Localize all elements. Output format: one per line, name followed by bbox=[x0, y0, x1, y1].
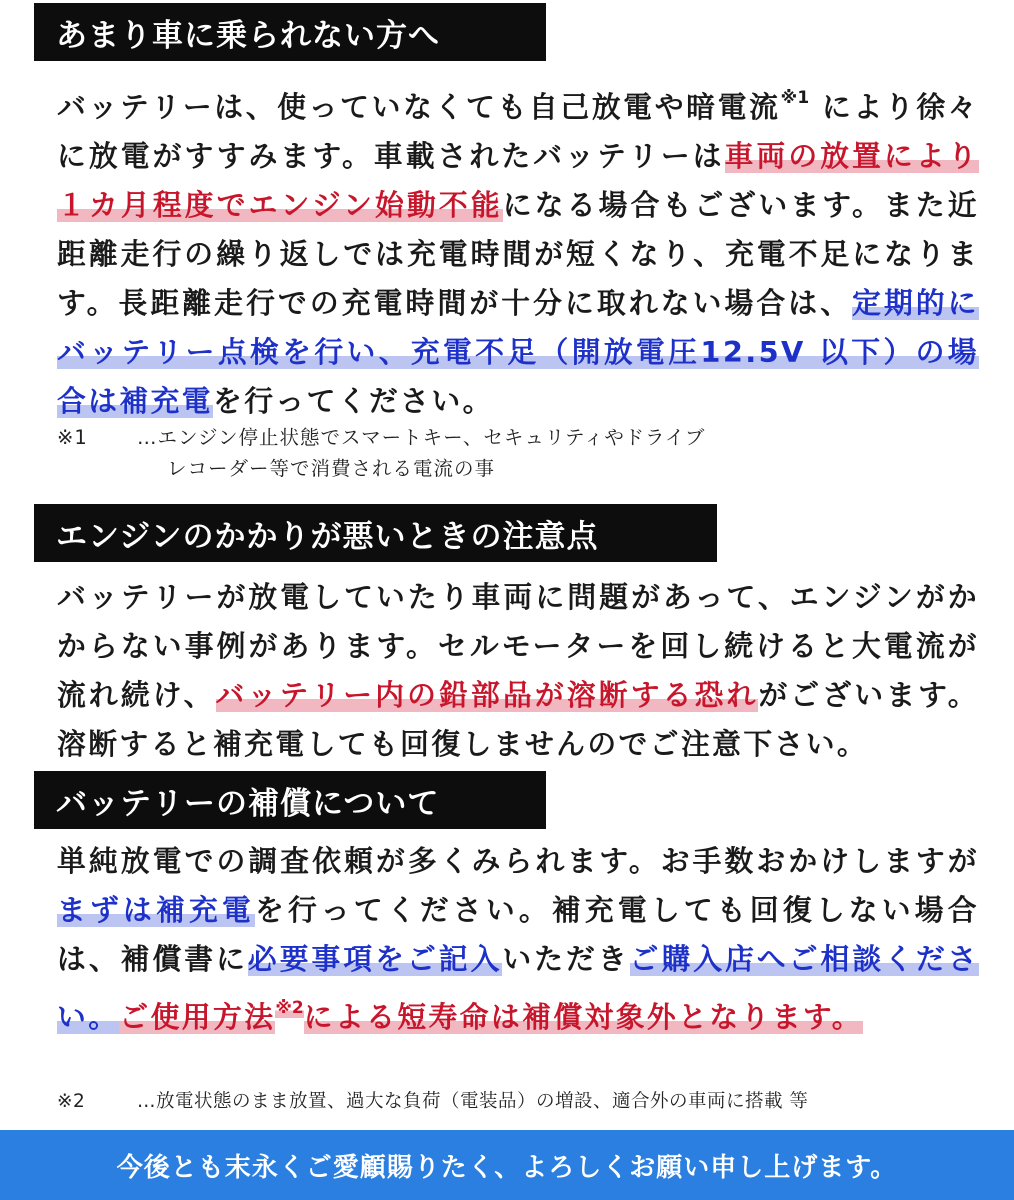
paragraph-text: がございます。溶断すると補充電しても回復しませんのでご注意下さい。 bbox=[57, 678, 979, 761]
footnote-1 bbox=[57, 422, 982, 484]
paragraph-engine-start bbox=[57, 573, 979, 769]
paragraph-text: により徐々に放電がすすみます。車載されたバッテリーは bbox=[57, 90, 979, 173]
footnote-text: …放電状態のまま放置、過大な負荷（電装品）の増設、適合外の車両に搭載 等 bbox=[137, 1091, 809, 1112]
red-highlight-text: ご使用方法 bbox=[119, 1000, 276, 1034]
paragraph-self-discharge bbox=[57, 74, 979, 426]
paragraph-text: バッテリーが放電していたり車両に問題があって、エンジンがかからない事例があります。セルモーターを回し続けると大電流が流れ続け、 bbox=[57, 580, 979, 712]
closing-message: 今後とも末永くご愛顧賜りたく、よろしくお願い申し上げます。 bbox=[116, 1152, 898, 1183]
paragraph-text: になる場合もございます。また近距離走行の繰り返しでは充電時間が短くなり、充電不足になります。長距離走行での充電時間が十分に取れない場合は、 bbox=[57, 188, 979, 320]
paragraph-warranty bbox=[57, 837, 979, 1042]
footnote-reference: ※2 bbox=[275, 998, 304, 1018]
blue-highlight-text: まずは補充電 bbox=[57, 893, 255, 927]
red-highlight-text: 車両の放置により１カ月程度でエンジン始動不能 bbox=[57, 139, 979, 222]
section-heading-label: あまり車に乗られない方へ bbox=[56, 17, 440, 54]
footnote-text: …エンジン停止状態でスマートキー、セキュリティやドライブ bbox=[137, 426, 706, 449]
footnote-text-continued: レコーダー等で消費される電流の事 bbox=[167, 457, 496, 480]
section-heading-infrequent-driving bbox=[34, 3, 546, 61]
section-heading-warranty bbox=[34, 771, 546, 829]
paragraph-text: バッテリーは、使っていなくても自己放電や暗電流 bbox=[57, 90, 781, 124]
footnote-mark: ※2 bbox=[57, 1091, 86, 1112]
section-heading-label: バッテリーの補償について bbox=[56, 785, 440, 822]
paragraph-text: を行ってください。 bbox=[213, 384, 494, 418]
blue-highlight-text: 必要事項をご記入 bbox=[247, 942, 503, 976]
red-highlight-text: バッテリー内の鉛部品が溶断する恐れ bbox=[215, 678, 759, 712]
paragraph-text: いただき bbox=[502, 942, 630, 976]
blue-highlight-text: 定期的にバッテリー点検を行い、充電不足（開放電圧12.5V 以下）の場合は補充電 bbox=[57, 286, 979, 418]
footnote-mark: ※1 bbox=[57, 426, 88, 449]
section-heading-engine-start bbox=[34, 504, 717, 562]
paragraph-text: を行ってください。補充電しても回復しない場合は、補償書に bbox=[57, 893, 979, 976]
blue-highlight-text: ご購入店へご相談ください。 bbox=[57, 942, 980, 1034]
footnote-2 bbox=[57, 1086, 982, 1117]
paragraph-text: 単純放電での調査依頼が多くみられます。お手数おかけしますが bbox=[57, 844, 979, 878]
footnote-reference: ※1 bbox=[780, 88, 810, 108]
section-heading-label: エンジンのかかりが悪いときの注意点 bbox=[56, 518, 599, 555]
closing-banner bbox=[0, 1130, 1014, 1200]
red-highlight-text: による短寿命は補償対象外となります。 bbox=[303, 1000, 864, 1034]
